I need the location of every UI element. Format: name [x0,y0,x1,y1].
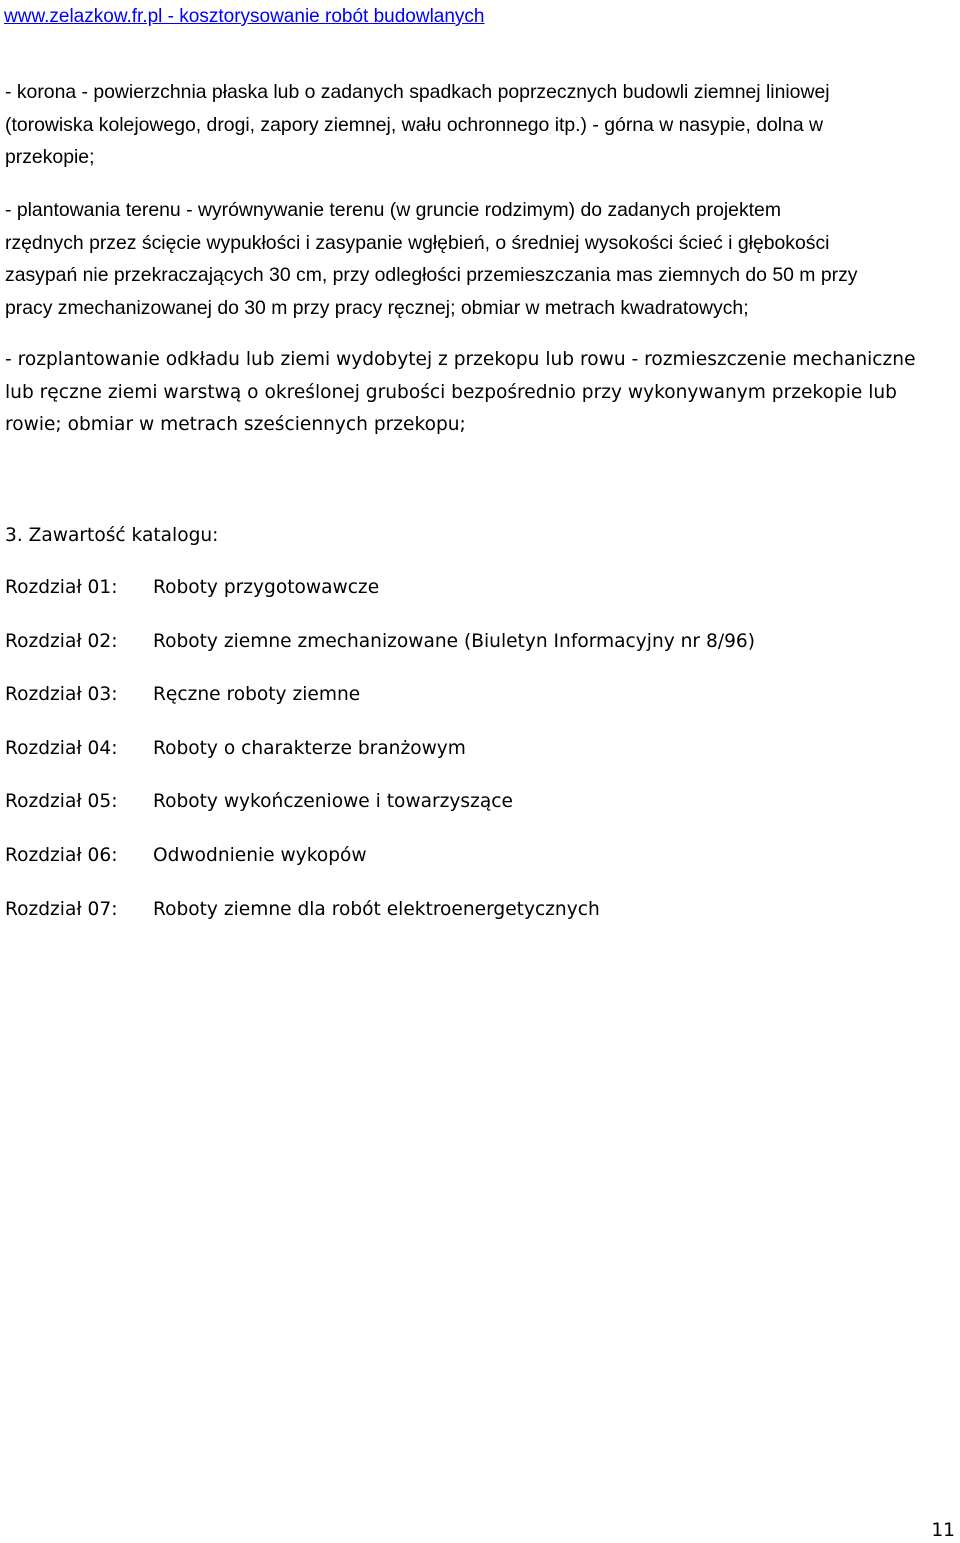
chapter-label: Rozdział 02: [5,630,118,652]
chapter-row [5,626,945,680]
header-site-link[interactable]: www.zelazkow.fr.pl - kosztorysowanie robót budowlanych [4,6,485,27]
chapter-row [5,840,945,894]
chapter-label: Rozdział 01: [5,577,118,598]
chapter-row [5,786,945,840]
chapter-title: Roboty o charakterze branżowym [153,737,466,759]
definition-korona: - korona - powierzchnia płaska lub o zadanych spadkach poprzecznych budowli ziemnej liniowej (torowiska kolejowego, drogi, zapory ziemnej, wału ochronnego itp.) - górna w nasypie, dolna w przekopie; [5,81,830,169]
chapter-label: Rozdział 05: [5,791,118,813]
chapter-title: Ręczne roboty ziemne [153,684,361,706]
catalog-chapter-list [5,572,945,947]
chapter-label: Rozdział 03: [5,684,118,706]
catalog-heading: 3. Zawartość katalogu: [5,525,219,546]
chapter-title: Roboty ziemne dla robót elektroenergetycznych [153,898,600,920]
chapter-label: Rozdział 04: [5,737,118,759]
chapter-label: Rozdział 06: [5,844,118,866]
chapter-title: Roboty wykończeniowe i towarzyszące [153,791,513,813]
definition-plantowania: - plantowania terenu - wyrównywanie terenu (w gruncie rodzimym) do zadanych projektem rzędnych przez ścięcie wypukłości i zasypanie wgłębień, o średniej wysokości ścieć i głębokości zasypań nie przekraczających 30 cm, przy odległości przemieszczania mas ziemnych do 50 m przy pracy zmechanizowanej do 30 m przy pracy ręcznej; obmiar w metrach kwadratowych; [5,199,858,320]
chapter-title: Roboty ziemne zmechanizowane (Biuletyn Informacyjny nr 8/96) [153,630,755,652]
chapter-row [5,679,945,733]
chapter-row [5,572,945,626]
chapter-title: Odwodnienie wykopów [153,844,367,866]
definition-rozplantowanie: - rozplantowanie odkładu lub ziemi wydobytej z przekopu lub rowu - rozmieszczenie mechaniczne lub ręczne ziemi warstwą o określonej grubości bezpośrednio przy wykonywanym przekopie lub rowie; obmiar w metrach sześciennych przekopu; [5,349,916,436]
chapter-row [5,733,945,787]
page-number: 11 [931,1520,955,1541]
chapter-row [5,894,945,948]
chapter-title: Roboty przygotowawcze [153,577,380,598]
chapter-label: Rozdział 07: [5,898,118,920]
